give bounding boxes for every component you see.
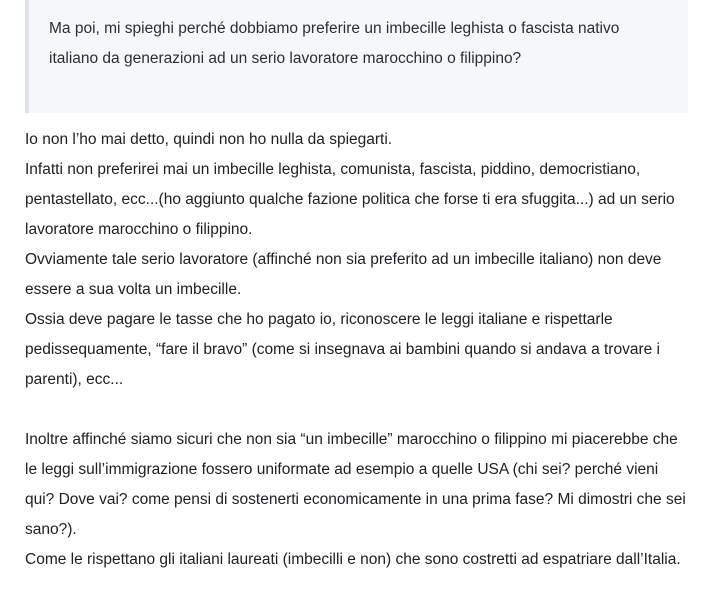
quoted-message-text: Ma poi, mi spieghi perché dobbiamo preferire un imbecille leghista o fascista nativo italiano da generazioni ad un serio lavoratore marocchino o filippino? [49,20,620,67]
quoted-message [29,0,688,113]
reply-body [0,113,710,575]
quote-accent-bar [25,0,29,113]
reply-paragraph-2: Inoltre affinché siamo sicuri che non sia “un imbecille” marocchino o filippino mi piacerebbe che le leggi sull’immigrazione fossero uniformate ad esempio a quelle USA (chi sei? perché vieni qui? Dove vai? come pensi di sostenerti economicamente in una prima fase? Mi dimostri che sei sano?). Come le rispettano gli italiani laureati (imbecilli e non) che sono costretti ad espatriare dall’Italia. [25,431,686,568]
quoted-message-block [0,0,710,113]
reply-paragraph-1: Io non l’ho mai detto, quindi non ho nulla da spiegarti. Infatti non preferirei mai un imbecille leghista, comunista, fascista, piddino, democristiano, pentastellato, ecc...(ho aggiunto qualche fazione politica che forse ti era sfuggita...) ad un serio lavoratore marocchino o filippino. Ovviamente tale serio lavoratore (affinché non sia preferito ad un imbecille italiano) non deve essere a sua volta un imbecille. Ossia deve pagare le tasse che ho pagato io, riconoscere le leggi italiane e rispettarle pedissequamente, “fare il bravo” (come si insegnava ai bambini quando si andava a trovare i parenti), ecc... [25,131,675,388]
